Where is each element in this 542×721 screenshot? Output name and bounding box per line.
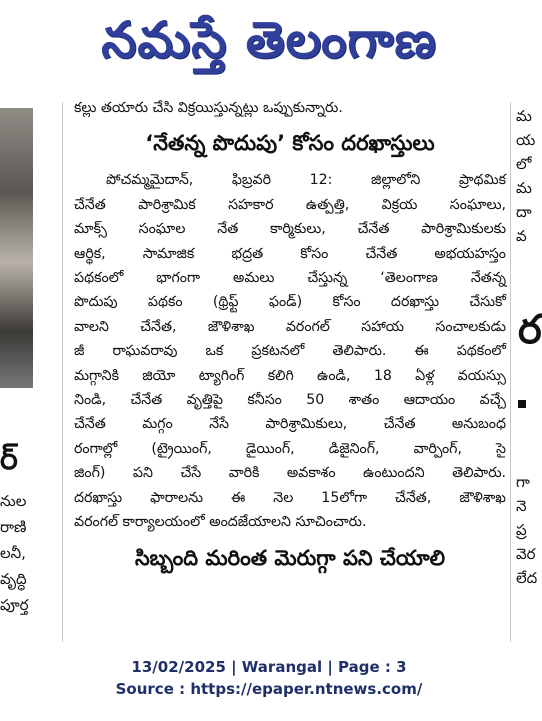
left-column-headline: ర్ <box>0 442 18 477</box>
edition-info: 13/02/2025 | Warangal | Page : 3 <box>131 658 407 676</box>
article-body-line: చేనేత పారిశ్రామిక సహకార ఉత్పత్తి, విక్రయ సంఘాలు, <box>74 196 506 213</box>
article-headline: ‘నేతన్న పొదుపు’ కోసం దరఖాస్తులు <box>145 131 435 156</box>
next-article-headline: సిబ్బంది మరింత మెరుగ్గా పని చేయాలి <box>134 545 446 570</box>
source-link[interactable]: Source : https://epaper.ntnews.com/ <box>115 680 423 698</box>
right-column-line: నె <box>516 497 527 515</box>
right-column-line: దా <box>516 203 532 221</box>
left-column-line: వృద్ధి <box>0 570 27 588</box>
article-body-line: చేనేత మగ్గం నేసే పారిశ్రామికులు, చేనేత అనుబంధ <box>74 416 506 433</box>
previous-article-last-line: కల్లు తయారు చేసి విక్రయిస్తున్నట్లు ఒప్పుకున్నారు. <box>74 100 343 116</box>
news-photo <box>0 108 33 388</box>
right-column-line: వెర <box>516 545 536 563</box>
left-column-line: రాణి <box>0 518 27 536</box>
right-column-line: ప్ర <box>516 521 527 539</box>
article-body-line: వాలని చేనేత, జౌళిశాఖ వరంగల్ సహాయ సంచాలకుడు <box>74 318 506 335</box>
right-column-line: య <box>516 131 536 149</box>
right-column-line: వ <box>516 227 527 245</box>
right-column-headline: ర <box>518 307 542 353</box>
left-column-text <box>0 488 50 618</box>
article-body-line: జీ రాఘవరావు ఒక ప్రకటనలో తెలిపారు. ఈ పథకంలో <box>74 343 506 360</box>
page-footer <box>0 656 538 700</box>
left-column-line: నుల <box>0 492 27 510</box>
article-body-line: దరఖాస్తు ఫారాలను ఈ నెల 15లోగా చేనేత, జౌళిశాఖ <box>74 489 506 506</box>
column-divider-left <box>62 102 63 642</box>
article-body-line: పోచమ్మమైదాన్, ఫిబ్రవరి 12: జిల్లాలోని ప్రాథమిక <box>106 172 506 189</box>
article-body-line: జింగ్) పని చేసే వారికి అవకాశం ఉంటుందని తెలిపారు. <box>74 465 506 482</box>
right-column-line: లేద <box>516 569 538 587</box>
right-column-line: లో <box>516 155 532 173</box>
article-body-line: పొదుపు పథకం (థ్రిఫ్ట్ ఫండ్) కోసం దరఖాస్తు చేసుకో <box>74 294 506 311</box>
right-column-text-lower <box>516 470 538 590</box>
article-body-line: రంగాల్లో (ట్రైయింగ్, డైయింగ్, డిజైనింగ్, వార్పింగ్, సై <box>74 440 506 457</box>
column-divider-right <box>510 102 511 642</box>
newspaper-logo: నమస్తే తెలంగాణ <box>101 10 437 69</box>
article-body-line: పథకంలో భాగంగా అమలు చేస్తున్న ‘తెలంగాణ నేతన్న <box>74 270 506 287</box>
left-column-line: పూర్త <box>0 596 29 614</box>
article-column <box>74 96 506 583</box>
masthead <box>0 0 538 80</box>
right-column-line: గా <box>516 473 530 491</box>
article-body-line: ఆర్థిక, సామాజిక భద్రత కోసం చేనేత అభయహస్తం <box>74 245 506 262</box>
right-column-line: మ <box>516 107 532 125</box>
right-column-text <box>516 104 538 248</box>
article-body-line: నిండి, చేనేత వృత్తిపై కనీసం 50 శాతం ఆదాయం వచ్చే <box>74 392 506 409</box>
article-body-line: మాక్స్ సంఘాల నేత కార్మికులు, చేనేత పారిశ్రామికులకు <box>74 221 506 238</box>
right-column-line: మ <box>516 179 532 197</box>
bullet-icon <box>518 400 526 408</box>
left-column-line: లనీ, <box>0 544 26 562</box>
article-body-line: మగ్గానికి జియో ట్యాగింగ్ కలిగి ఉండి, 18 ఏళ్ల వయస్సు <box>74 367 506 384</box>
article-body-line: వరంగల్ కార్యాలయంలో అందజేయాలని సూచించారు. <box>74 514 367 531</box>
